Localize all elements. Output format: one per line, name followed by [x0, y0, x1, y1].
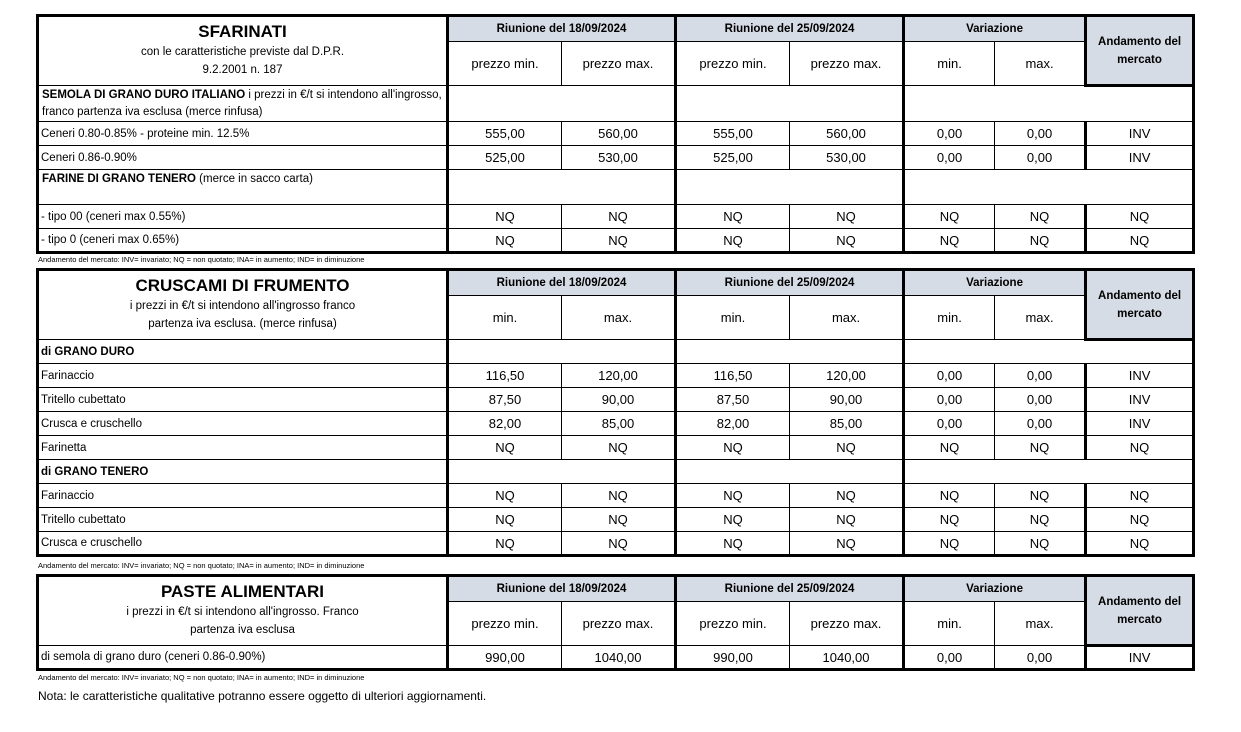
paste-trend-header: Andamento del mercato	[1086, 576, 1194, 646]
table-row	[38, 436, 1194, 460]
variation-cell: NQ	[904, 229, 995, 253]
variation-cell: 0,00	[904, 146, 995, 170]
sfarinati-subtitle-1: con le caratteristiche previste dal D.P.R.	[140, 46, 345, 58]
price-cell: 525,00	[448, 146, 562, 170]
price-cell: NQ	[676, 229, 790, 253]
price-cell: 120,00	[562, 364, 676, 388]
price-cell: 116,50	[448, 364, 562, 388]
cruscami-col-max-2: max.	[790, 296, 904, 340]
table-row	[38, 388, 1194, 412]
price-cell: NQ	[790, 508, 904, 532]
blank-cell	[448, 86, 676, 122]
trend-cell: INV	[1086, 364, 1194, 388]
table-row	[38, 122, 1194, 146]
variation-cell: 0,00	[995, 646, 1086, 670]
price-cell: NQ	[676, 532, 790, 556]
blank-cell	[448, 460, 676, 484]
paste-col-var-max: max.	[995, 602, 1086, 646]
cruscami-trend-header: Andamento del mercato	[1086, 270, 1194, 340]
cruscami-subtitle-2: partenza iva esclusa. (merce rinfusa)	[148, 318, 337, 330]
price-cell: 90,00	[790, 388, 904, 412]
price-cell: 90,00	[562, 388, 676, 412]
footnote: Nota: le caratteristiche qualitative potranno essere oggetto di ulteriori aggiornamenti.	[38, 689, 487, 703]
paste-subtitle-2: partenza iva esclusa	[190, 624, 295, 636]
variation-cell: 0,00	[995, 412, 1086, 436]
price-cell: 1040,00	[562, 646, 676, 670]
variation-cell: NQ	[995, 229, 1086, 253]
variation-cell: NQ	[904, 532, 995, 556]
variation-cell: NQ	[995, 508, 1086, 532]
price-cell: 990,00	[448, 646, 562, 670]
cruscami-col-max-1: max.	[562, 296, 676, 340]
trend-cell: INV	[1086, 412, 1194, 436]
paste-col-min-1: prezzo min.	[448, 602, 562, 646]
sfarinati-subtitle-2: 9.2.2001 n. 187	[202, 64, 283, 76]
variation-cell: NQ	[995, 205, 1086, 229]
price-cell: 990,00	[676, 646, 790, 670]
paste-title-cell	[38, 576, 448, 646]
sfarinati-table	[36, 14, 1195, 254]
blank-cell	[448, 170, 676, 205]
blank-cell	[904, 460, 1194, 484]
blank-cell	[676, 86, 904, 122]
price-cell: NQ	[790, 484, 904, 508]
blank-cell	[904, 86, 1194, 122]
paste-meeting-2: Riunione del 25/09/2024	[676, 576, 904, 602]
trend-cell: NQ	[1086, 205, 1194, 229]
trend-cell: NQ	[1086, 508, 1194, 532]
table-row	[38, 229, 1194, 253]
price-cell: NQ	[448, 436, 562, 460]
variation-cell: 0,00	[995, 146, 1086, 170]
variation-cell: 0,00	[904, 412, 995, 436]
price-cell: 530,00	[790, 146, 904, 170]
price-cell: 1040,00	[790, 646, 904, 670]
price-cell: NQ	[562, 508, 676, 532]
row-label: Crusca e cruschello	[38, 532, 448, 556]
variation-cell: 0,00	[904, 388, 995, 412]
variation-cell: 0,00	[995, 388, 1086, 412]
table-row	[38, 412, 1194, 436]
cruscami-meeting-2: Riunione del 25/09/2024	[676, 270, 904, 296]
cruscami-col-min-1: min.	[448, 296, 562, 340]
cruscami-subtitle-1: i prezzi in €/t si intendono all'ingrosso franco	[129, 300, 356, 312]
trend-cell: INV	[1086, 646, 1194, 670]
price-cell: NQ	[676, 508, 790, 532]
price-cell: NQ	[448, 484, 562, 508]
price-cell: 525,00	[676, 146, 790, 170]
price-cell: 82,00	[448, 412, 562, 436]
group-label-rest: i prezzi in €/t si intendono all'ingrosso, franco partenza iva esclusa (merce rinfusa)	[42, 89, 442, 118]
row-label: - tipo 00 (ceneri max 0.55%)	[38, 205, 448, 229]
cruscami-group-duro: di GRANO DURO	[38, 340, 448, 364]
variation-cell: 0,00	[995, 364, 1086, 388]
trend-cell: INV	[1086, 146, 1194, 170]
row-label: Tritello cubettato	[38, 388, 448, 412]
price-cell: NQ	[676, 205, 790, 229]
row-label: Ceneri 0.86-0.90%	[38, 146, 448, 170]
price-cell: NQ	[448, 229, 562, 253]
row-label: Farinaccio	[38, 484, 448, 508]
sfarinati-meeting-1: Riunione del 18/09/2024	[448, 16, 676, 42]
row-label: Farinetta	[38, 436, 448, 460]
price-cell: NQ	[676, 436, 790, 460]
variation-cell: NQ	[904, 205, 995, 229]
trend-cell: INV	[1086, 122, 1194, 146]
price-cell: NQ	[448, 532, 562, 556]
trend-cell: NQ	[1086, 532, 1194, 556]
sfarinati-col-max-1: prezzo max.	[562, 42, 676, 86]
price-cell: NQ	[790, 205, 904, 229]
paste-title: PASTE ALIMENTARI	[160, 582, 325, 601]
blank-cell	[676, 170, 904, 205]
row-label: - tipo 0 (ceneri max 0.65%)	[38, 229, 448, 253]
table-row	[38, 646, 1194, 670]
sfarinati-variation: Variazione	[904, 16, 1086, 42]
sfarinati-col-var-max: max.	[995, 42, 1086, 86]
price-cell: NQ	[790, 436, 904, 460]
row-label: di semola di grano duro (ceneri 0.86-0.90%)	[38, 646, 448, 670]
price-cell: NQ	[562, 436, 676, 460]
cruscami-col-min-2: min.	[676, 296, 790, 340]
sfarinati-trend-header: Andamento del mercato	[1086, 16, 1194, 86]
cruscami-col-var-max: max.	[995, 296, 1086, 340]
sfarinati-col-var-min: min.	[904, 42, 995, 86]
sfarinati-col-min-1: prezzo min.	[448, 42, 562, 86]
sfarinati-meeting-2: Riunione del 25/09/2024	[676, 16, 904, 42]
price-cell: 116,50	[676, 364, 790, 388]
table-row	[38, 532, 1194, 556]
sfarinati-col-min-2: prezzo min.	[676, 42, 790, 86]
blank-cell	[448, 340, 676, 364]
blank-cell	[676, 340, 904, 364]
trend-cell: NQ	[1086, 484, 1194, 508]
cruscami-table	[36, 268, 1195, 557]
price-cell: 120,00	[790, 364, 904, 388]
table-row	[38, 484, 1194, 508]
cruscami-meeting-1: Riunione del 18/09/2024	[448, 270, 676, 296]
paste-variation: Variazione	[904, 576, 1086, 602]
blank-cell	[676, 460, 904, 484]
legend-note: Andamento del mercato: INV= invariato; NQ = non quotato; INA= in aumento; IND= in diminuzione	[38, 673, 365, 682]
price-cell: 85,00	[562, 412, 676, 436]
paste-meeting-1: Riunione del 18/09/2024	[448, 576, 676, 602]
variation-cell: NQ	[904, 508, 995, 532]
variation-cell: NQ	[995, 436, 1086, 460]
price-cell: NQ	[676, 484, 790, 508]
paste-col-max-1: prezzo max.	[562, 602, 676, 646]
trend-cell: INV	[1086, 388, 1194, 412]
group-label-bold: SEMOLA DI GRANO DURO ITALIANO	[42, 89, 246, 101]
cruscami-title-cell	[38, 270, 448, 340]
variation-cell: NQ	[995, 484, 1086, 508]
cruscami-col-var-min: min.	[904, 296, 995, 340]
table-row	[38, 364, 1194, 388]
price-cell: 85,00	[790, 412, 904, 436]
row-label: Tritello cubettato	[38, 508, 448, 532]
price-cell: 87,50	[676, 388, 790, 412]
price-cell: NQ	[562, 484, 676, 508]
row-label: Farinaccio	[38, 364, 448, 388]
paste-subtitle-1: i prezzi in €/t si intendono all'ingrosso. Franco	[126, 606, 359, 618]
paste-col-var-min: min.	[904, 602, 995, 646]
sfarinati-group-semola	[38, 86, 448, 122]
trend-cell: NQ	[1086, 229, 1194, 253]
cruscami-title: CRUSCAMI DI FRUMENTO	[135, 276, 350, 295]
sfarinati-title-cell	[38, 16, 448, 86]
sfarinati-col-max-2: prezzo max.	[790, 42, 904, 86]
variation-cell: NQ	[904, 484, 995, 508]
paste-table	[36, 574, 1195, 671]
variation-cell: 0,00	[995, 122, 1086, 146]
group-label-bold: FARINE DI GRANO TENERO	[42, 173, 196, 185]
price-cell: 82,00	[676, 412, 790, 436]
cruscami-variation: Variazione	[904, 270, 1086, 296]
group-label-rest: (merce in sacco carta)	[195, 173, 313, 185]
table-row	[38, 205, 1194, 229]
sfarinati-group-farine	[38, 170, 448, 205]
price-cell: NQ	[562, 205, 676, 229]
variation-cell: 0,00	[904, 646, 995, 670]
price-cell: NQ	[790, 229, 904, 253]
row-label: Ceneri 0.80-0.85% - proteine min. 12.5%	[38, 122, 448, 146]
price-cell: NQ	[448, 508, 562, 532]
row-label: Crusca e cruschello	[38, 412, 448, 436]
paste-col-min-2: prezzo min.	[676, 602, 790, 646]
blank-cell	[904, 340, 1194, 364]
table-row	[38, 508, 1194, 532]
price-cell: 555,00	[448, 122, 562, 146]
price-cell: NQ	[562, 229, 676, 253]
trend-cell: NQ	[1086, 436, 1194, 460]
blank-cell	[904, 170, 1194, 205]
variation-cell: NQ	[995, 532, 1086, 556]
price-cell: NQ	[790, 532, 904, 556]
legend-note: Andamento del mercato: INV= invariato; NQ = non quotato; INA= in aumento; IND= in diminuzione	[38, 561, 365, 570]
paste-col-max-2: prezzo max.	[790, 602, 904, 646]
price-cell: NQ	[448, 205, 562, 229]
price-cell: 87,50	[448, 388, 562, 412]
price-cell: 560,00	[790, 122, 904, 146]
cruscami-group-tenero: di GRANO TENERO	[38, 460, 448, 484]
price-cell: NQ	[562, 532, 676, 556]
variation-cell: NQ	[904, 436, 995, 460]
legend-note: Andamento del mercato: INV= invariato; NQ = non quotato; INA= in aumento; IND= in diminuzione	[38, 255, 365, 264]
price-cell: 530,00	[562, 146, 676, 170]
table-row	[38, 146, 1194, 170]
variation-cell: 0,00	[904, 364, 995, 388]
variation-cell: 0,00	[904, 122, 995, 146]
price-cell: 555,00	[676, 122, 790, 146]
price-cell: 560,00	[562, 122, 676, 146]
sfarinati-title: SFARINATI	[198, 22, 287, 41]
